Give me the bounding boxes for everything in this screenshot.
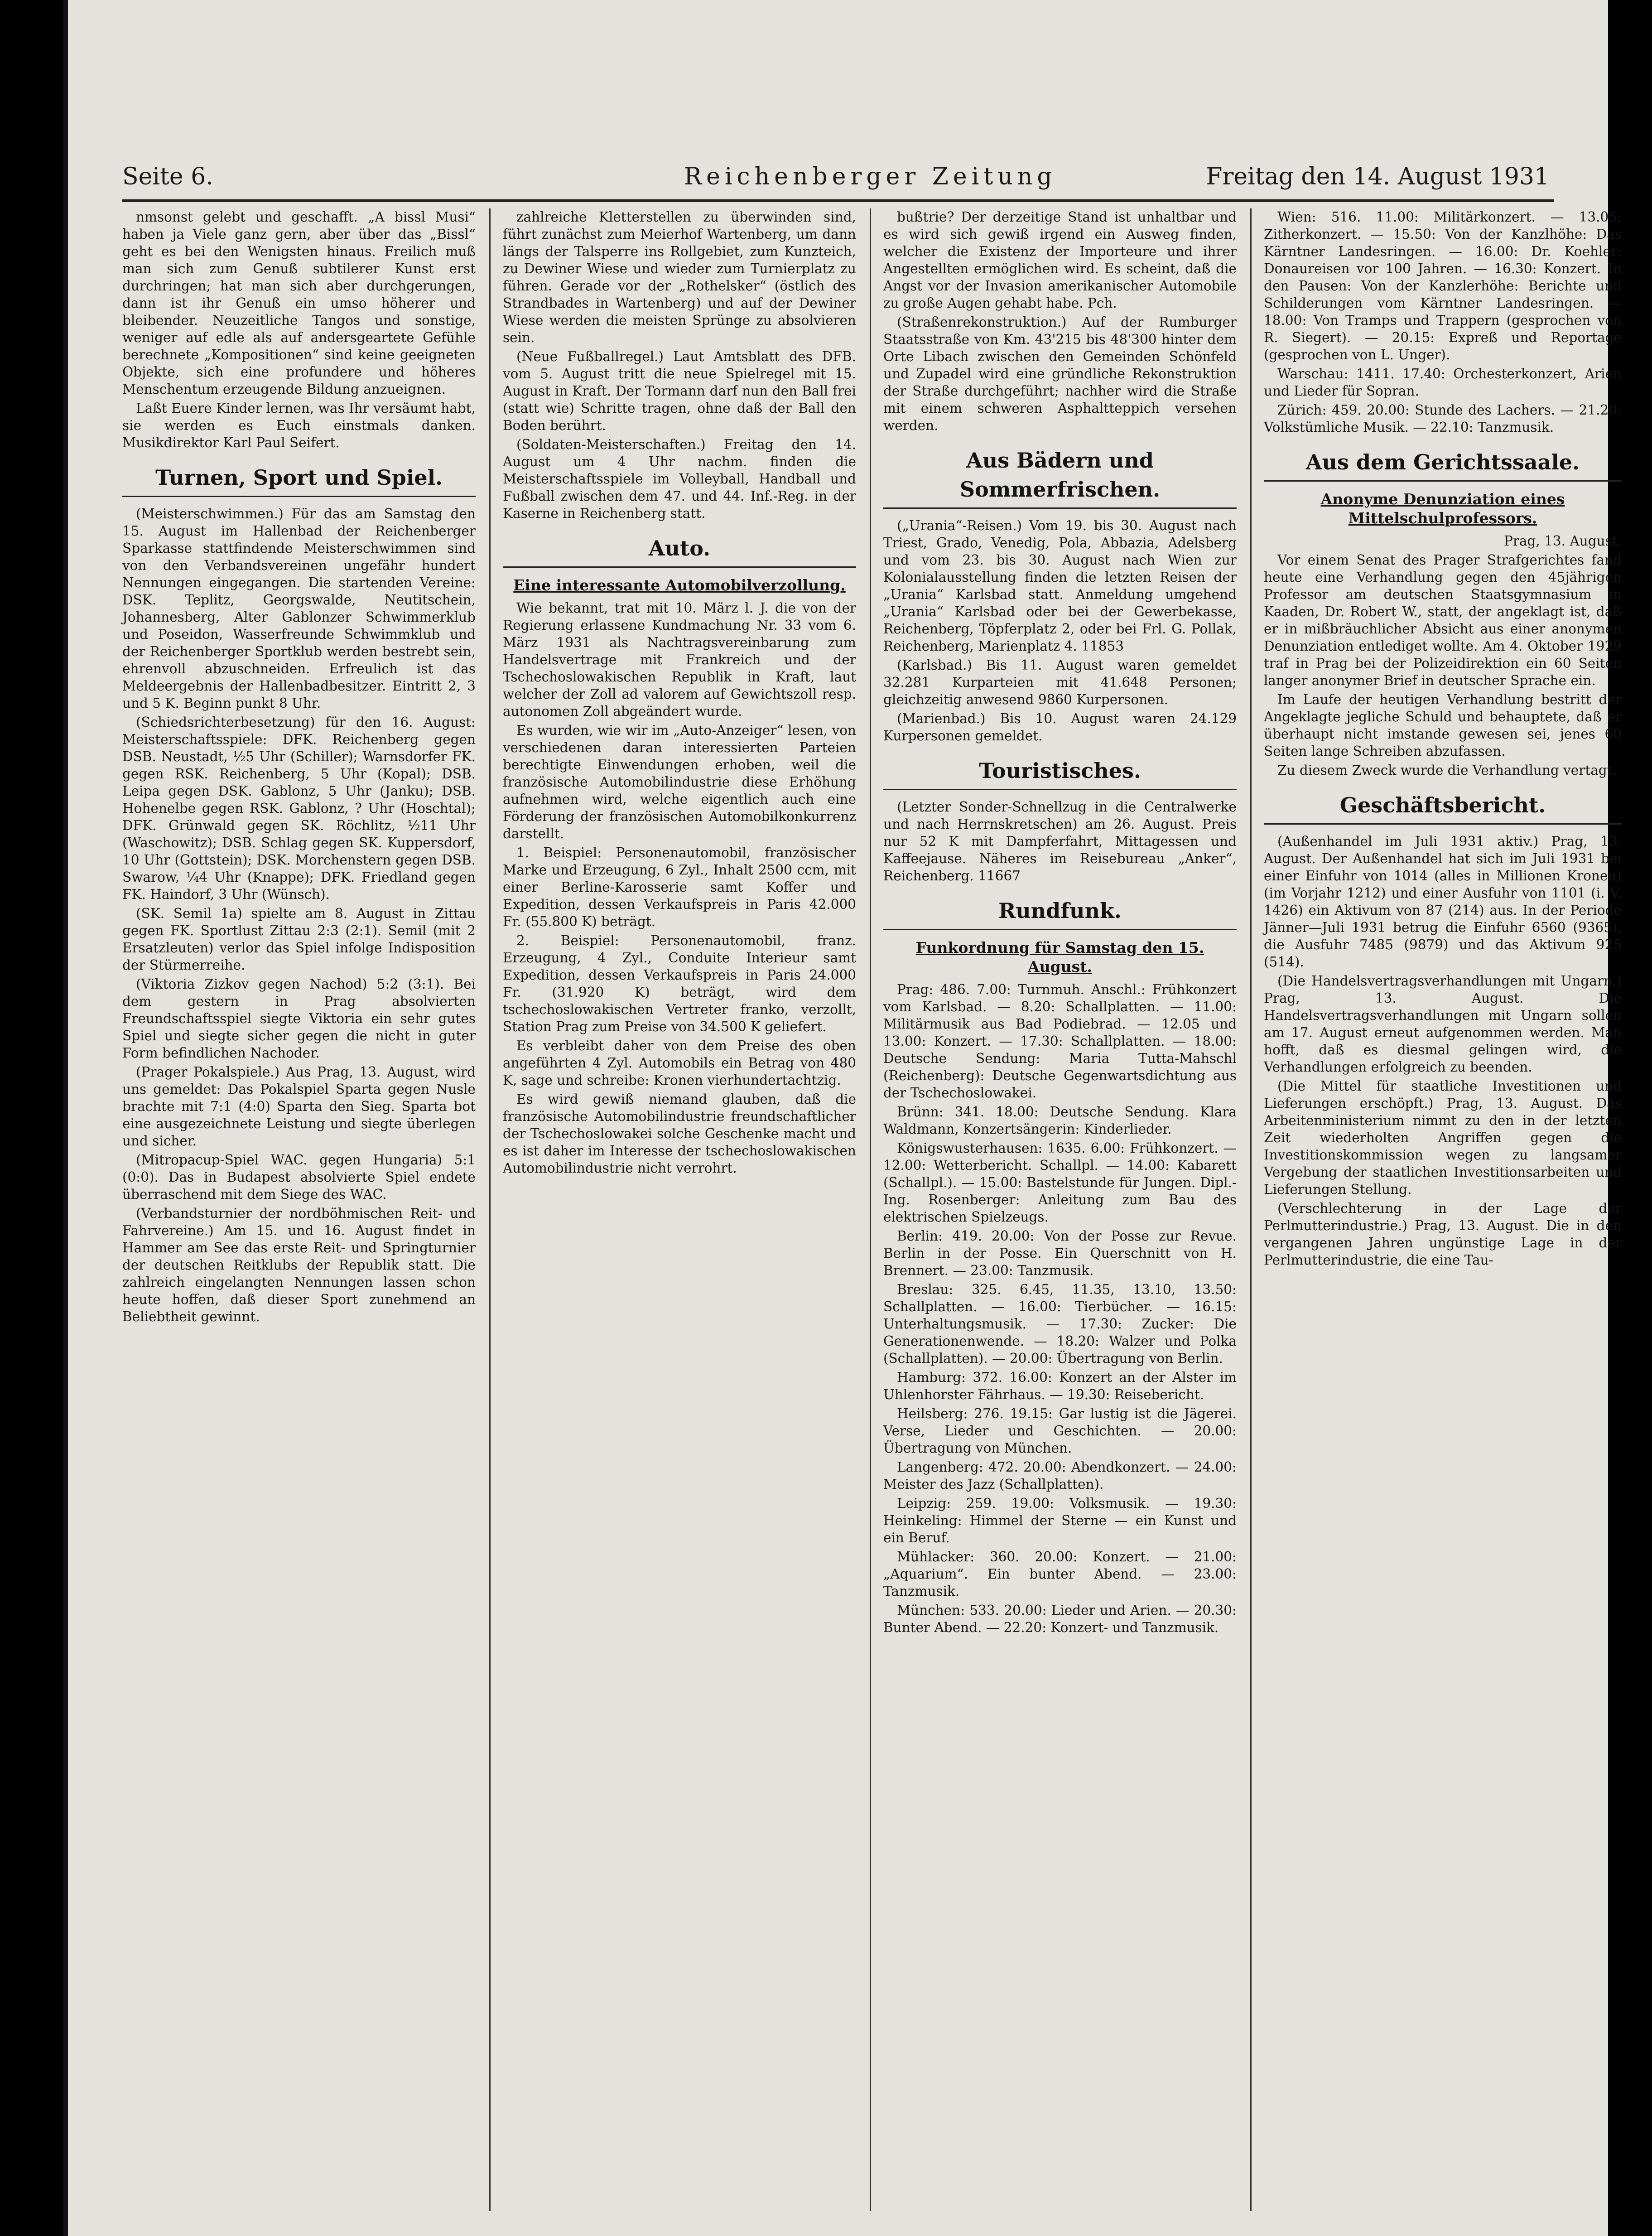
column-4 [1264,208,1622,2202]
paragraph: (Verbandsturnier der nordböhmischen Reit- und Fahrvereine.) Am 15. und 16. August findet in Hammer am See das erste Reit- und Springturnier der deutschen Reitklubs der Republik statt. Die zahlreich eingelangten Nennungen lassen schon heute hoffen, daß dieser Sport zunehmend an Beliebtheit gewinnt. [122,1206,476,1324]
section-heading-sport: Turnen, Sport und Spiel. [122,463,476,497]
paragraph: (Neue Fußballregel.) Laut Amtsblatt des DFB. vom 5. August tritt die neue Spielregel mit 15. August in Kraft. Der Tormann darf nun den Ball frei (statt wie) Schritte tragen, ohne daß der Ball den Boden berührt. [503,349,856,433]
section-heading-geschaeft: Geschäftsbericht. [1264,791,1622,825]
scan-border-left [0,0,63,2236]
article-subheading-gericht: Anonyme Denunziation eines Mittelschulprofessors. [1320,490,1565,527]
article-subheading-rundfunk: Funkordnung für Samstag den 15. August. [915,939,1204,976]
paragraph: (Prager Pokalspiele.) Aus Prag, 13. August, wird uns gemeldet: Das Pokalspiel Sparta gegen Nusle brachte mit 7:1 (4:0) Sparta den Sieg. Sparta bot eine ausgezeichnete Leistung und siegte überlegen und sicher. [122,1064,476,1149]
page-header [68,127,1608,190]
column-2 [503,208,856,2202]
paragraph: Im Laufe der heutigen Verhandlung bestritt der Angeklagte jegliche Schuld und behauptete, daß er überhaupt nicht imstande gewesen sei, jenes 60 Seiten lange Schreiben abzufassen. [1264,692,1622,759]
section-heading-auto: Auto. [503,534,856,568]
paragraph: Warschau: 1411. 17.40: Orchesterkonzert, Arien und Lieder für Sopran. [1264,366,1622,399]
paragraph: Wien: 516. 11.00: Militärkonzert. — 13.05: Zitherkonzert. — 15.50: Von der Kanzlhöhe: Das Kärntner Landesringen. — 16.00: Dr. Koehler: Donaureisen vor 100 Jahren. — 16.30: Konzert. In den Pausen: Von der Kanzlerhöhe: Berichte und Schilderungen vom Kärntner Landesringen. — 18.00: Von Tramps und Trappern (gesprochen von R. Siegert). — 20.15: Expreß und Reportage (gesprochen von L. Unger). [1264,209,1622,362]
paragraph: (Schiedsrichterbesetzung) für den 16. August: Meisterschaftsspiele: DFK. Reichenberg gegen DSB. Neustadt, ½5 Uhr (Schiller); Warnsdorfer FK. gegen RSK. Reichenberg, 5 Uhr (Kopal); DSB. Leipa gegen DSK. Gablonz, 5 Uhr (Janku); DSB. Hohenelbe gegen RSK. Gablonz, ? Uhr (Hoschtal); DFK. Grünwald gegen SK. Röchlitz, ½11 Uhr (Waschowitz); DSB. Schlag gegen SK. Kuppersdorf, 10 Uhr (Gottstein); DSK. Morchenstern gegen DSB. Swarow, ¼4 Uhr (Knappe); DFK. Friedland gegen FK. Haindorf, 3 Uhr (Wünsch). [122,715,476,902]
paragraph: (Viktoria Zizkov gegen Nachod) 5:2 (3:1). Bei dem gestern in Prag absolvierten Freundschaftsspiel siegte Viktoria ein sehr gutes Spiel und siegte sicher gegen die nicht in guter Form befindlichen Nachoder. [122,976,476,1061]
paragraph: (Karlsbad.) Bis 11. August waren gemeldet 32.281 Kurparteien mit 41.648 Personen; gleichzeitig anwesend 9860 Kurpersonen. [883,657,1237,707]
paragraph: (Marienbad.) Bis 10. August waren 24.129 Kurpersonen gemeldet. [883,711,1237,744]
page-number: Seite 6. [122,163,213,190]
paragraph: bußtrie? Der derzeitige Stand ist unhaltbar und es wird sich gewiß irgend ein Ausweg finden, welcher die Existenz der Importeure und ihrer Angestellten ermöglichen wird. Es scheint, daß die Angst vor der Invasion amerikanischer Automobile zu große Augen gehabt habe. Pch. [883,209,1237,311]
paragraph: (Letzter Sonder-Schnellzug in die Centralwerke und nach Herrnskretschen) am 26. August. Preis nur 52 K mit Dampferfahrt, Mittagessen und Kaffeejause. Näheres im Reisebureau „Anker“, Reichenberg. 11667 [883,799,1237,884]
paragraph: Vor einem Senat des Prager Strafgerichtes fand heute eine Verhandlung gegen den 45jährigen Professor am deutschen Staatsgymnasium in Kaaden, Dr. Robert W., statt, der angeklagt ist, daß er in mißbräuchlicher Absicht aus einer anonymen Denunziation entlediget wollte. Am 4. Oktober 1929 traf in Prag bei der Polizeidirektion ein 60 Seiten langer anonymer Brief in deutscher Sprache ein. [1264,552,1622,688]
newspaper-page [68,0,1622,2236]
music-article-end [122,208,476,451]
paragraph: (Außenhandel im Juli 1931 aktiv.) Prag, 13. August. Der Außenhandel hat sich im Juli 1931 bei einer Einfuhr von 1014 (alles in Millionen Kronen) (im Vorjahr 1212) und einer Ausfuhr von 1101 (i. V. 1426) ein Aktivum von 87 (214) aus. In der Periode Jänner—Juli 1931 betrug die Einfuhr 6560 (9365), die Ausfuhr 7485 (9879) und das Aktivum 925 (514). [1264,834,1622,970]
column-divider [1250,208,1252,2211]
paragraph: Es verbleibt daher von dem Preise des oben angeführten 4 Zyl. Automobils ein Betrag von 480 K, sage und schreibe: Kronen vierhundertachtzig. [503,1038,856,1088]
paragraph: Zu diesem Zweck wurde die Verhandlung vertagt. [1277,763,1617,778]
column-3 [883,208,1237,2202]
column-divider [489,208,491,2211]
paragraph: Es wird gewiß niemand glauben, daß die französische Automobilindustrie freundschaftlicher der Tschechoslowakei solche Geschenke macht und es ist daher im Interesse der tschechoslowakischen Automobilindustrie nicht verrohrt. [503,1091,856,1176]
paragraph: Laßt Euere Kinder lernen, was Ihr versäumt habt, sie werden es Euch einstmals danken. Musikdirektor Karl Paul Seifert. [122,401,476,450]
paragraph: Prag, 13. August. [1503,533,1622,549]
paragraph: nmsonst gelebt und geschafft. „A bissl Musi“ haben ja Viele ganz gern, aber über das „Bissl“ geht es bei den Wenigsten hinaus. Freilich muß man sich zum Genuß subtilerer Kunst erst durchringen; hat man sich aber durchgerungen, dann ist ihr Genuß ein umso höherer und bleibender. Neuzeitliche Tangos und sonstige, weniger auf edle als auf andersgeartete Gefühle berechnete „Kompositionen“ sind keine geeigneten Objekte, sich eine profundere und höheres Menschentum erzeugende Bildung anzueignen. [122,209,476,397]
header-rule [122,199,1554,202]
paragraph: (Verschlechterung in der Lage der Perlmutterindustrie.) Prag, 13. August. Die in den vergangenen Jahren ungünstige Lage in der Perlmutterindustrie, die eine Tau- [1264,1201,1622,1268]
section-heading-baeder: Aus Bädern und Sommerfrischen. [883,446,1237,509]
article-subheading-auto: Eine interessante Automobilverzollung. [513,576,846,594]
column-1 [122,208,476,2202]
paragraph: Breslau: 325. 6.45, 11.35, 13.10, 13.50: Schallplatten. — 16.00: Tierbücher. — 16.15: Unterhaltungsmusik. — 17.30: Zucker: Die Generationenwende. — 18.20: Walzer und Polka (Schallplatten). — 20.00: Übertragung von Berlin. [883,1282,1237,1366]
paragraph: Brünn: 341. 18.00: Deutsche Sendung. Klara Waldmann, Konzertsängerin: Kinderlieder. [883,1104,1237,1137]
paragraph: Prag: 486. 7.00: Turnmuh. Anschl.: Frühkonzert vom Karlsbad. — 8.20: Schallplatten. — 11.00: Militärmusik aus Bad Podiebrad. — 12.05 und 13.00: Konzert. — 17.30: Schallplatten. — 18.00: Deutsche Sendung: Maria Tutta-Mahschl (Reichenberg): Deutsche Gegenwartsdichtung aus der Tschechoslowakei. [883,982,1237,1101]
paragraph: Hamburg: 372. 16.00: Konzert an der Alster im Uhlenhorster Fährhaus. — 19.30: Reisebericht. [883,1370,1237,1402]
paragraph: Königswusterhausen: 1635. 6.00: Frühkonzert. — 12.00: Wetterbericht. Schallpl. — 14.00: Kabarett (Schallpl.). — 15.00: Bastelstunde für Jungen. Dipl.-Ing. Rosenberger: Anleitung zum Bau des elektrischen Spielzeugs. [883,1140,1237,1225]
masthead-title: Reichenberger Zeitung [684,163,1057,190]
paragraph: München: 533. 20.00: Lieder und Arien. — 20.30: Bunter Abend. — 22.20: Konzert- und Tanzmusik. [883,1603,1237,1635]
section-heading-gericht: Aus dem Gerichtssaale. [1264,448,1622,482]
column-divider [870,208,871,2211]
paragraph: Wie bekannt, trat mit 10. März l. J. die von der Regierung erlassene Kundmachung Nr. 33 vom 6. März 1931 als Nachtragsvereinbarung zum Handelsvertrage mit Frankreich und der Tschechoslowakischen Republik in Kraft, laut welcher der Zoll ad valorem auf Gewichtszoll resp. autonomen Zoll abgeändert wurde. [503,600,856,719]
paragraph: Leipzig: 259. 19.00: Volksmusik. — 19.30: Heinkeling: Himmel der Sterne — ein Kunst und ein Beruf. [883,1496,1237,1545]
paragraph: Es wurden, wie wir im „Auto-Anzeiger“ lesen, von verschiedenen daran interessierten Parteien berechtigte Einwendungen erhoben, weil die französische Automobilindustrie diese Erhöhung aufnehmen wird, welche eigentlich auch eine Förderung der französischen Automobilkonkurrenz darstellt. [503,723,856,841]
paragraph: (Soldaten-Meisterschaften.) Freitag den 14. August um 4 Uhr nachm. finden die Meisterschaftsspiele im Volleyball, Handball und Fußball zwischen dem 47. und 44. Inf.-Reg. in der Kaserne in Reichenberg statt. [503,437,856,521]
paragraph: 1. Beispiel: Personenautomobil, französischer Marke und Erzeugung, 6 Zyl., Inhalt 2500 ccm, mit einer Berline-Karosserie samt Koffer und Expedition, dessen Verkaufspreis in Paris 42.000 Fr. (55.800 K) beträgt. [503,845,856,929]
paragraph: Berlin: 419. 20.00: Von der Posse zur Revue. Berlin in der Posse. Ein Querschnitt von H. Brennert. — 23.00: Tanzmusik. [883,1228,1237,1278]
paragraph: Heilsberg: 276. 19.15: Gar lustig ist die Jägerei. Verse, Lieder und Geschichten. — 20.00: Übertragung von München. [883,1406,1237,1456]
paragraph: (Die Mittel für staatliche Investitionen und Lieferungen erschöpft.) Prag, 13. August. Das Arbeitenministerium nimmt zu den in der letzten Zeit wiederholten Angriffen gegen die Investitionskommission wegen zu langsamer Vergebung der staatlichen Investitionsarbeiten und Lieferungen Stellung. [1264,1078,1622,1197]
issue-date: Freitag den 14. August 1931 [1206,163,1549,190]
paragraph: (Die Handelsvertragsverhandlungen mit Ungarn.) Prag, 13. August. Die Handelsvertragsverhandlungen mit Ungarn sollen am 17. August erneut aufgenommen werden. Man hofft, daß es diesmal gelingen wird, die Verhandlungen erfolgreich zu beenden. [1264,973,1622,1075]
paragraph: (Straßenrekonstruktion.) Auf der Rumburger Staatsstraße von Km. 43'215 bis 48'300 hinter dem Orte Libach zwischen den Gemeinden Schönfeld und Zupadel wird eine gründliche Rekonstruktion der Straße durchgeführt; nachher wird die Straße mit einem schweren Asphaltteppich versehen werden. [883,314,1237,433]
paragraph: Mühlacker: 360. 20.00: Konzert. — 21.00: „Aquarium“. Ein bunter Abend. — 23.00: Tanzmusik. [883,1549,1237,1599]
section-heading-rundfunk: Rundfunk. [883,896,1237,930]
paragraph: zahlreiche Kletterstellen zu überwinden sind, führt zunächst zum Meierhof Wartenberg, um dann längs der Talsperre ins Rollgebiet, zum Kunzteich, zu Dewiner Wiese und wieder zum Turnierplatz zu führen. Gerade vor der „Rothelsker“ (östlich des Strandbades in Wartenberg) und auf der Dewiner Wiese werden die meisten Sprünge zu absolvieren sein. [503,209,856,345]
paragraph: (Mitropacup-Spiel WAC. gegen Hungaria) 5:1 (0:0). Das in Budapest absolvierte Spiel endete überraschend mit dem Siege des WAC. [122,1152,476,1202]
section-heading-touristik: Touristisches. [883,756,1237,790]
paragraph: Langenberg: 472. 20.00: Abendkonzert. — 24.00: Meister des Jazz (Schallplatten). [883,1459,1237,1492]
paragraph: Zürich: 459. 20.00: Stunde des Lachers. — 21.20: Volkstümliche Musik. — 22.10: Tanzmusik. [1264,402,1622,435]
paragraph: („Urania“-Reisen.) Vom 19. bis 30. August nach Triest, Grado, Venedig, Pola, Abbazia, Adelsberg und vom 23. bis 30. August nach Wien zur Kolonialausstellung finden die letzten Reisen der „Urania“ Karlsbad statt. Anmeldung umgehend „Urania“ Karlsbad oder bei der Gewerbekasse, Reichenberg, Töpferplatz 2, oder bei Frl. G. Pollak, Reichenberg, Marienplatz 4. 11853 [883,518,1237,654]
paragraph: 2. Beispiel: Personenautomobil, franz. Erzeugung, 4 Zyl., Conduite Interieur samt Expedition, dessen Verkaufspreis in Paris 24.000 Fr. (31.920 K) beträgt, wird dem tschechoslowakischen Vertreter franko, verzollt, Station Prag zum Preise von 34.500 K geliefert. [503,933,856,1034]
paragraph: (Meisterschwimmen.) Für das am Samstag den 15. August im Hallenbad der Reichenberger Sparkasse stattfindende Meisterschwimmen sind von den Verbandsvereinen ungefähr hundert Nennungen eingegangen. Die startenden Vereine: DSK. Teplitz, Georgswalde, Neutitschein, Johannesberg, Alter Gablonzer Schwimmerklub und Poseidon, Wasserfreunde Schwimmklub und der Reichenberger Sportklub werden bestrebt sein, ehrenvoll abzuschneiden. Erfreulich ist das Meldeergebnis der Hallenbadbesitzer. Eintritt 2, 3 und 5 K. Beginn punkt 8 Uhr. [122,506,476,711]
paragraph: (SK. Semil 1a) spielte am 8. August in Zittau gegen FK. Sportlust Zittau 2:3 (2:1). Semil (mit 2 Ersatzleuten) verlor das Spiel infolge Indisposition der Stürmerreihe. [122,906,476,973]
